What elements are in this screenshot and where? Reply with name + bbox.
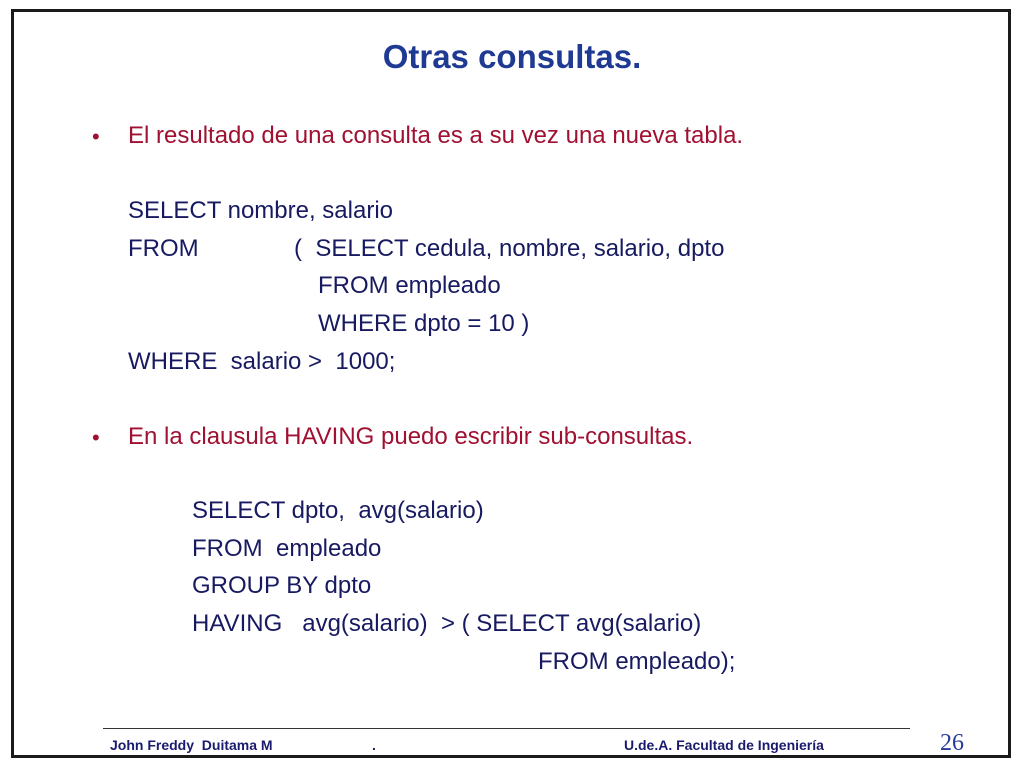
query2-line-select: SELECT dpto, avg(salario): [192, 497, 484, 524]
footer-author: John Freddy Duitama M: [110, 737, 273, 753]
bullet-text-1: El resultado de una consulta es a su vez una nueva tabla.: [128, 122, 744, 149]
query2-line-having: HAVING avg(salario) > ( SELECT avg(salario): [192, 610, 702, 637]
footer-divider: [103, 728, 910, 729]
query1-line-subselect: ( SELECT cedula, nombre, salario, dpto: [294, 235, 725, 262]
bullet-text-2: En la clausula HAVING puedo escribir sub-consultas.: [128, 423, 694, 450]
query1-line-where: WHERE salario > 1000;: [128, 348, 396, 375]
query2-line-from: FROM empleado: [192, 535, 382, 562]
query1-line-subwhere: WHERE dpto = 10 ): [318, 310, 530, 337]
bullet-marker: •: [92, 425, 100, 450]
query1-line-from: FROM: [128, 235, 199, 262]
query1-line-subfrom: FROM empleado: [318, 272, 501, 299]
slide-title: Otras consultas.: [382, 38, 642, 75]
footer-dot: .: [372, 737, 376, 753]
bullet-marker: •: [92, 124, 100, 149]
query1-line-select: SELECT nombre, salario: [128, 197, 394, 224]
page-number: 26: [940, 730, 964, 756]
query2-line-groupby: GROUP BY dpto: [192, 572, 372, 599]
query2-line-subfrom: FROM empleado);: [538, 648, 736, 675]
footer-institution: U.de.A. Facultad de Ingeniería: [624, 737, 824, 753]
